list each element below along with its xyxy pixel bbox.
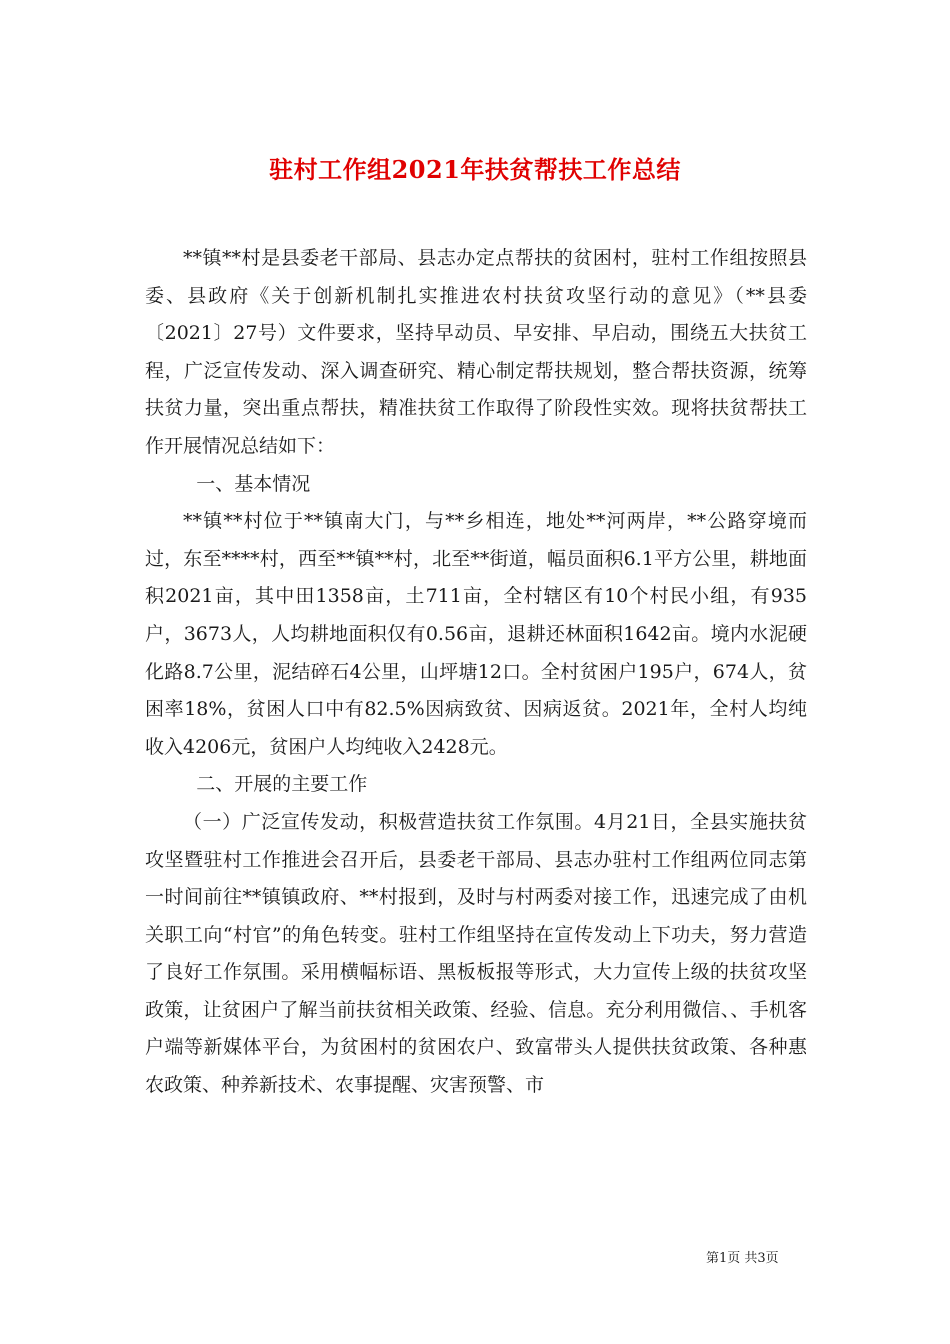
- page-number-footer: 第1页 共3页: [706, 1251, 779, 1266]
- basic-situation-paragraph: **镇**村位于**镇南大门，与**乡相连，地处**河两岸，**公路穿境而过，东至****村，西至**镇**村，北至**街道，幅员面积6.1平方公里，耕地面积2021亩，其中田1358亩，土711亩，全村辖区有10个村民小组，有935户，3673人，人均耕地面积仅有0.56亩，退耕还林面积1642亩。境内水泥硬化路8.7公里，泥结碎石4公里，山坪塘12口。全村贫困户195户，674人，贫困率18%，贫困人口中有82.5%因病致贫、因病返贫。2021年，全村人均纯收入4206元，贫困户人均纯收入2428元。: [145, 510, 807, 758]
- intro-paragraph: **镇**村是县委老干部局、县志办定点帮扶的贫困村，驻村工作组按照县委、县政府《关于创新机制扎实推进农村扶贫攻坚行动的意见》（**县委〔2021〕27号）文件要求，坚持早动员、早安排、早启动，围绕五大扶贫工程，广泛宣传发动、深入调查研究、精心制定帮扶规划，整合帮扶资源，统筹扶贫力量，突出重点帮扶，精准扶贫工作取得了阶段性实效。现将扶贫帮扶工作开展情况总结如下：: [145, 247, 807, 457]
- section-heading-basic-situation: 一、基本情况: [196, 472, 311, 495]
- page-title: 驻村工作组2021年扶贫帮扶工作总结: [269, 155, 681, 185]
- main-work-paragraph: （一）广泛宣传发动，积极营造扶贫工作氛围。4月21日，全县实施扶贫攻坚暨驻村工作推进会召开后，县委老干部局、县志办驻村工作组两位同志第一时间前往**镇镇政府、**村报到，及时与村两委对接工作，迅速完成了由机关职工向“村官”的角色转变。驻村工作组坚持在宣传发动上下功夫，努力营造了良好工作氛围。采用横幅标语、黑板板报等形式，大力宣传上级的扶贫攻坚政策，让贫困户了解当前扶贫相关政策、经验、信息。充分利用微信、、手机客户端等新媒体平台，为贫困村的贫困农户、致富带头人提供扶贫政策、各种惠农政策、种养新技术、农事提醒、灾害预警、市: [145, 810, 807, 1097]
- document-body: [145, 240, 807, 1105]
- section-heading-main-work: 二、开展的主要工作: [196, 773, 368, 796]
